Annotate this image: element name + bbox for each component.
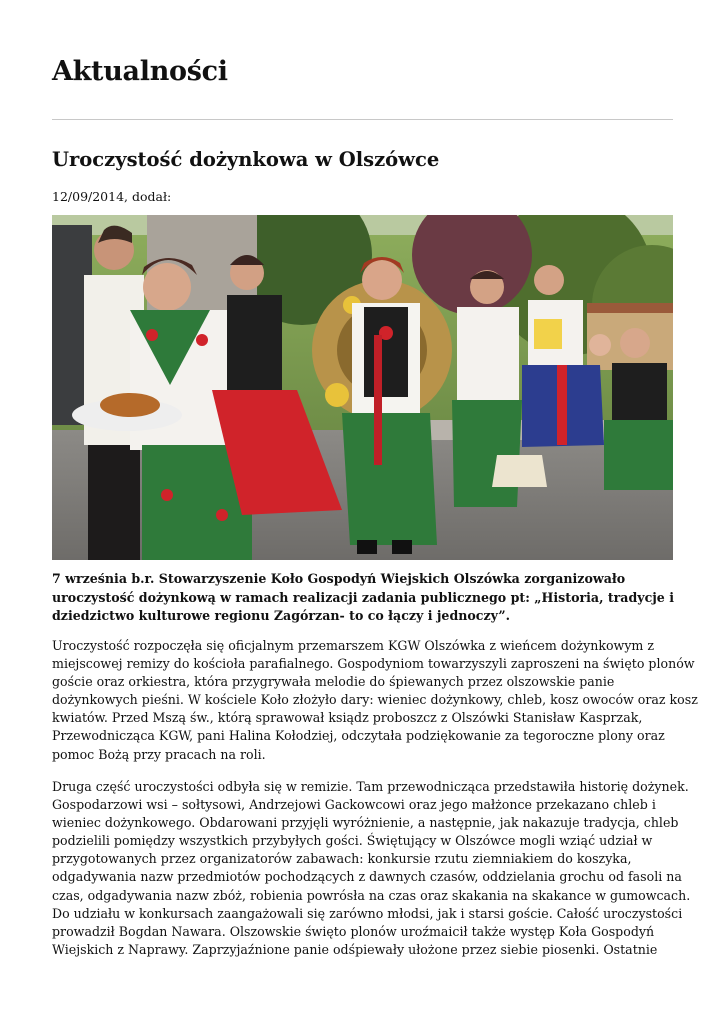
paragraph-line: Druga część uroczystości odbyła się w remizie. Tam przewodnicząca przedstawiła historię dożynek. bbox=[52, 779, 689, 794]
paragraph-line: odgadywania nazw przedmiotów pochodzących z dawnych czasów, oddzielania grochu od fasoli na bbox=[52, 869, 682, 885]
paragraph-line: Uroczystość rozpoczęła się oficjalnym przemarszem KGW Olszówka z wieńcem dożynkowym z bbox=[52, 638, 655, 653]
paragraph-line: wieniec dożynkowego. Obdarowani przyjęli wyróżnienie, a następnie, jak nakazuje tradycja, chleb bbox=[52, 815, 679, 831]
paragraph-line: czas, odgadywania nazw zbóż, robienia powrósła na czas oraz skakania na skakance w gumowcach. bbox=[52, 887, 691, 903]
paragraph-line: Wiejskich z Naprawy. Zaprzyjaźnione panie odśpiewały ułożone przez siebie piosenki. Ostatnie bbox=[52, 941, 658, 957]
article-title[interactable]: Uroczystość dożynkowa w Olszówce bbox=[52, 148, 440, 171]
article-paragraph-1 bbox=[52, 637, 698, 764]
article-paragraph-2 bbox=[52, 778, 691, 959]
paragraph-line: Do udziału w konkursach zaangażowali się zarówno młodsi, jak i starsi goście. Całość uroczystości bbox=[52, 905, 683, 921]
paragraph-line: Przewodnicząca KGW, pani Halina Kołodziej, odczytała podziękowanie za tegoroczne plony oraz bbox=[52, 728, 665, 744]
section-title: Aktualności bbox=[52, 56, 228, 87]
lead-line: uroczystość dożynkową w ramach realizacji zadania publicznego pt: „Historia, tradycje i bbox=[52, 589, 674, 605]
paragraph-line: kwiatów. Przed Mszą św., którą sprawował ksiądz proboszcz z Olszówki Stanisław Kasprzak, bbox=[52, 710, 643, 726]
paragraph-line: pomoc Bożą przy pracach na roli. bbox=[52, 746, 266, 762]
lead-line: dziedzictwo kulturowe regionu Zagórzan- to co łączy i jednoczy”. bbox=[52, 608, 511, 623]
paragraph-line: miejscowej remizy do kościoła parafialnego. Gospodyniom towarzyszyli zaproszeni na święto plonów bbox=[52, 656, 695, 672]
paragraph-line: podzielili pomiędzy wszystkich przybyłych gości. Świętujący w Olszówce mogli wziąć udział w bbox=[52, 833, 653, 849]
article-date-author: 12/09/2014, dodał: bbox=[52, 189, 172, 204]
paragraph-line: Gospodarzowi wsi – sołtysowi, Andrzejowi Gackowcowi oraz jego małżonce przekazano chleb i bbox=[52, 797, 656, 813]
article-lead bbox=[52, 570, 673, 626]
lead-line: 7 września b.r. Stowarzyszenie Koło Gospodyń Wiejskich Olszówka zorganizowało bbox=[52, 571, 626, 586]
paragraph-line: goście oraz orkiestra, która przygrywała melodie do śpiewanych przez olszowskie panie bbox=[52, 674, 615, 690]
paragraph-line: przygotowanych przez organizatorów zabawach: konkursie rzutu ziemniakiem do koszyka, bbox=[52, 851, 632, 867]
divider bbox=[52, 119, 673, 120]
paragraph-line: prowadził Bogdan Nawara. Olszowskie święto plonów uroźmaicił także występ Koła Gospodyń bbox=[52, 923, 655, 939]
paragraph-line: dożynkowych pieśni. W kościele Koło złożyło dary: wieniec dożynkowy, chleb, kosz owoców oraz kosz bbox=[52, 692, 698, 708]
article-photo bbox=[52, 215, 673, 560]
